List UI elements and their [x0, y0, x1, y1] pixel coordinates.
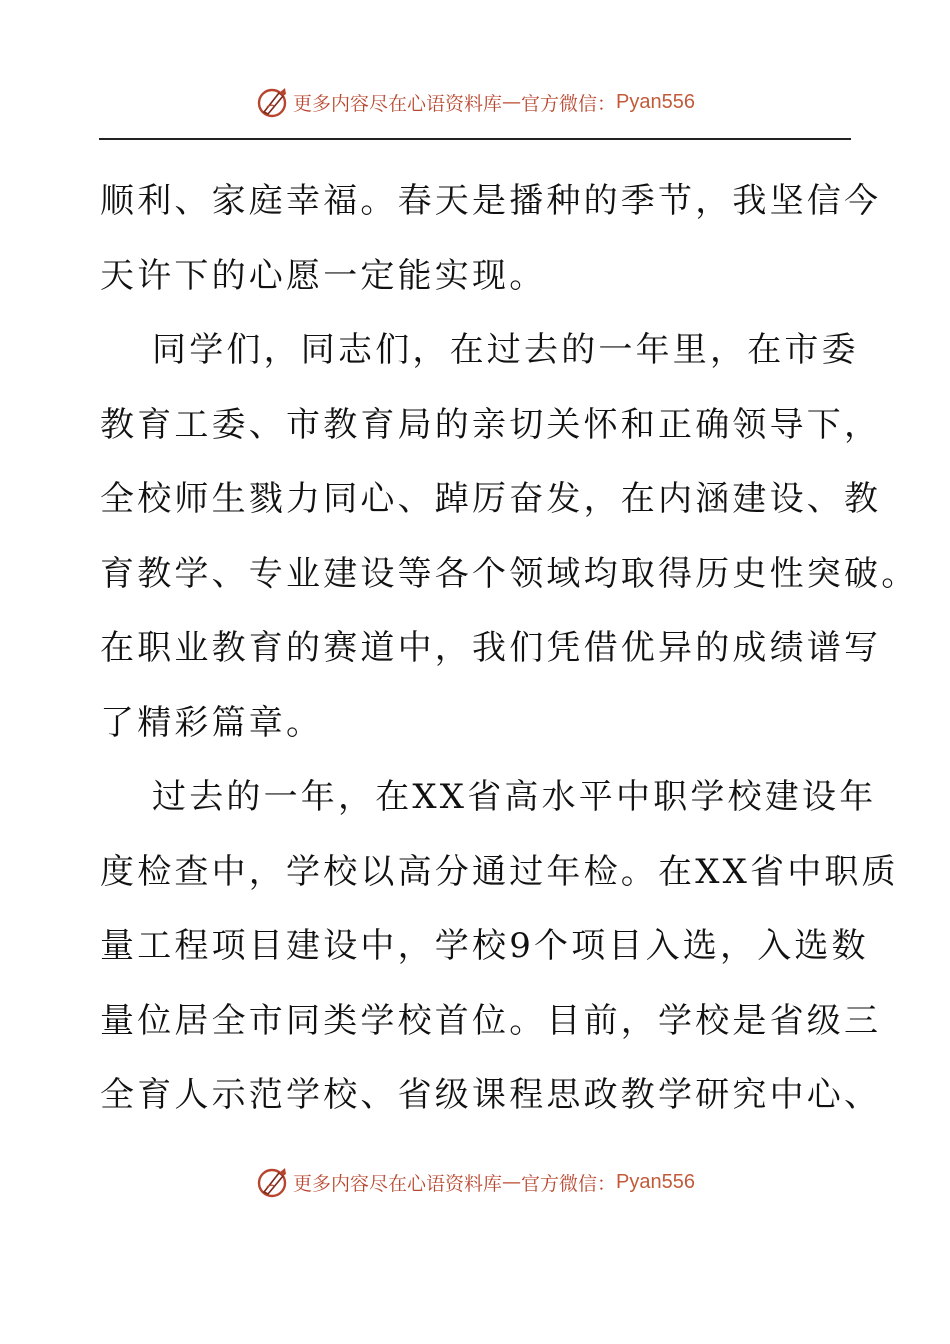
- text-line: 同学们，同志们，在过去的一年里，在市委: [152, 330, 859, 370]
- header-separator: —: [502, 91, 522, 113]
- header-brand-text: 更多内容尽在心语资料库: [293, 92, 503, 115]
- text-line: 量工程项目建设中，学校9个项目入选，入选数: [100, 926, 869, 966]
- paragraph-2: [100, 313, 919, 760]
- text-line: 顺利、家庭幸福。春天是播种的季节，我坚信今: [100, 181, 882, 221]
- paragraph-3: [100, 760, 899, 1133]
- header-banner: [0, 82, 950, 122]
- footer-separator: —: [502, 1171, 522, 1193]
- text-line: 度检查中，学校以高分通过年检。在XX省中职质: [100, 851, 899, 892]
- paragraph-1: [100, 164, 882, 313]
- footer-wechat-id: Pyan556: [616, 1170, 695, 1193]
- text-line: 教育工委、市教育局的亲切关怀和正确领导下，: [100, 404, 882, 445]
- footer-banner: [0, 1162, 950, 1202]
- header-divider: [99, 138, 851, 140]
- text-line: 在职业教育的赛道中，我们凭借优异的成绩谱写: [100, 628, 882, 668]
- footer-brand-text: 更多内容尽在心语资料库: [293, 1172, 503, 1195]
- text-line: 量位居全市同类学校首位。目前，学校是省级三: [100, 1000, 882, 1041]
- text-line: 天许下的心愿一定能实现。: [100, 255, 547, 296]
- text-line: 全校师生戮力同心、踔厉奋发，在内涵建设、教: [100, 479, 882, 519]
- pen-nib-logo-icon: [255, 85, 289, 119]
- header-wechat-id: Pyan556: [616, 90, 695, 113]
- document-body: [100, 164, 919, 1133]
- text-line: 全育人示范学校、省级课程思政教学研究中心、: [100, 1075, 882, 1115]
- header-wechat-label: 官方微信：: [521, 92, 617, 115]
- pen-nib-logo-icon: [255, 1165, 289, 1199]
- footer-wechat-label: 官方微信：: [521, 1172, 617, 1195]
- text-line: 过去的一年，在XX省高水平中职学校建设年: [152, 777, 877, 817]
- text-line: 了精彩篇章。: [100, 702, 324, 743]
- text-line: 育教学、专业建设等各个领域均取得历史性突破。: [100, 553, 919, 594]
